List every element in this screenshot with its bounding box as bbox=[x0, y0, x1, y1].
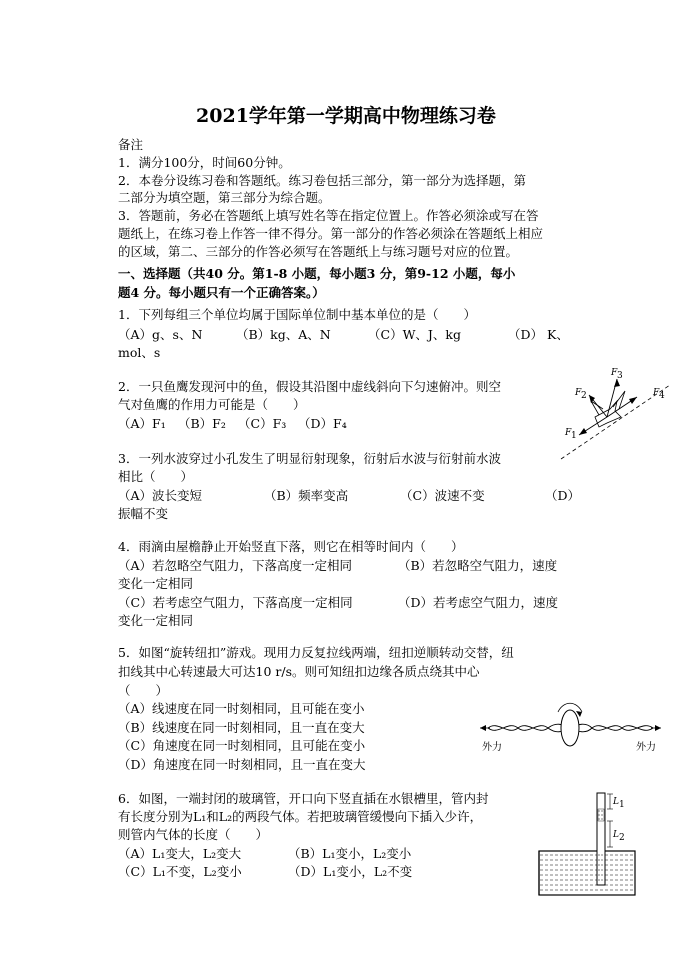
question-4-option-b-cont: 变化一定相同 bbox=[118, 576, 194, 591]
question-2-stem: 2．一只鱼鹰发现河中的鱼，假设其沿图中虚线斜向下匀速俯冲。则空 bbox=[118, 379, 501, 394]
page-title: 2021学年第一学期高中物理练习卷 bbox=[196, 105, 496, 127]
notes-heading: 备注 bbox=[118, 137, 144, 152]
question-5-stem: （ ） bbox=[118, 683, 169, 698]
note-line: 2．本卷分设练习卷和答题纸。练习卷包括三部分，第一部分为选择题，第 bbox=[118, 173, 526, 188]
question-2-stem: 气对鱼鹰的作用力可能是（ ） bbox=[118, 397, 306, 412]
f3-sub: 3 bbox=[617, 371, 623, 381]
note-line: 二部分为填空题，第三部分为综合题。 bbox=[118, 190, 331, 205]
option-d: （D）若考虑空气阻力，速度 bbox=[398, 595, 559, 610]
option-c: （C）L₁不变，L₂变小 bbox=[118, 864, 242, 879]
option-b: （B）kg、A、N bbox=[236, 327, 331, 342]
question-6-options bbox=[118, 845, 411, 862]
osprey-force-figure bbox=[555, 365, 675, 465]
glass-tube bbox=[597, 793, 605, 885]
question-5-option-a: （A）线速度在同一时刻相同，且可能在变小 bbox=[118, 701, 365, 716]
question-6-stem: 则管内气体的长度（ ） bbox=[118, 827, 269, 842]
option-a: （A）L₁变大，L₂变大 bbox=[118, 846, 242, 861]
l1-label: L bbox=[613, 797, 619, 807]
note-line: 的区域，第二、三部分的作答必须写在答题纸上与练习题号对应的位置。 bbox=[118, 244, 519, 259]
option-c: （C）W、J、kg bbox=[368, 327, 461, 342]
l1-sub: 1 bbox=[619, 800, 625, 810]
section-heading: 一、选择题（共40 分。第1-8 小题，每小题3 分，第9-12 小题，每小 bbox=[118, 266, 516, 281]
f3-label: F bbox=[611, 368, 618, 378]
f1-label: F bbox=[565, 428, 572, 438]
note-line: 题纸上，在练习卷上作答一律不得分。第一部分的作答必须涂在答题纸上相应 bbox=[118, 226, 544, 241]
question-3-stem: 相比（ ） bbox=[118, 469, 194, 484]
f4-label: F bbox=[653, 388, 660, 398]
question-2-options bbox=[118, 415, 347, 432]
option-a: （A）F₁ bbox=[118, 416, 166, 431]
question-6-stem: 有长度分别为L₁和L₂的两段气体。若把玻璃管缓慢向下插入少许， bbox=[118, 809, 483, 824]
spinning-button-figure bbox=[478, 700, 663, 760]
question-4-options bbox=[118, 557, 557, 574]
option-b: （B）F₂ bbox=[178, 416, 226, 431]
option-b: （B）若忽略空气阻力，速度 bbox=[398, 558, 558, 573]
option-b: （B）L₁变小，L₂变小 bbox=[288, 846, 412, 861]
question-1-option-d-cont: mol、s bbox=[118, 345, 161, 360]
question-5-option-c: （C）角速度在同一时刻相同，且可能在变小 bbox=[118, 738, 366, 753]
option-a: （A）波长变短 bbox=[118, 488, 203, 503]
question-3-option-d-cont: 振幅不变 bbox=[118, 506, 169, 521]
option-a: （A）若忽略空气阻力，下落高度一定相同 bbox=[118, 558, 353, 573]
question-4-options bbox=[118, 594, 558, 611]
note-line: 3．答题前，务必在答题纸上填写姓名等在指定位置上。作答必须涂或写在答 bbox=[118, 208, 539, 223]
question-4-option-d-cont: 变化一定相同 bbox=[118, 613, 194, 628]
option-a: （A）g、s、N bbox=[118, 327, 203, 342]
option-d: （D）L₁变小，L₂不变 bbox=[288, 864, 413, 879]
option-d: （D） bbox=[545, 488, 581, 503]
option-c: （C）若考虑空气阻力，下落高度一定相同 bbox=[118, 595, 353, 610]
option-c: （C）F₃ bbox=[238, 416, 287, 431]
section-heading: 题4 分。每小题只有一个正确答案。） bbox=[118, 285, 325, 300]
option-d: （D）F₄ bbox=[298, 416, 347, 431]
question-3-options bbox=[118, 487, 580, 504]
question-6-stem: 6．如图，一端封闭的玻璃管，开口向下竖直插在水银槽里，管内封 bbox=[118, 791, 489, 806]
question-5-option-d: （D）角速度在同一时刻相同，且一直在变大 bbox=[118, 757, 366, 772]
l2-sub: 2 bbox=[619, 833, 625, 843]
button-icon bbox=[561, 710, 579, 746]
question-1-stem: 1．下列每组三个单位均属于国际单位制中基本单位的是（ ） bbox=[118, 307, 476, 322]
question-3-stem: 3．一列水波穿过小孔发生了明显衍射现象，衍射后水波与衍射前水波 bbox=[118, 451, 501, 466]
right-force-label: 外力 bbox=[636, 742, 656, 753]
note-line: 1．满分100分，时间60分钟。 bbox=[118, 155, 291, 170]
question-5-stem: 5．如图“旋转纽扣”游戏。现用力反复拉线两端，纽扣逆顺转动交替，纽 bbox=[118, 645, 514, 660]
mercury-trough bbox=[539, 851, 635, 895]
question-5-stem: 扣线其中心转速最大可达10 r/s。则可知纽扣边缘各质点绕其中心 bbox=[118, 664, 480, 679]
question-6-options bbox=[118, 863, 412, 880]
question-1-options bbox=[118, 326, 569, 343]
f2-label: F bbox=[575, 388, 582, 398]
f1-sub: 1 bbox=[571, 431, 577, 441]
question-4-stem: 4．雨滴由屋檐静止开始竖直下落，则它在相等时间内（ ） bbox=[118, 539, 464, 554]
l2-label: L bbox=[613, 830, 619, 840]
f2-sub: 2 bbox=[581, 391, 587, 401]
option-b: （B）频率变高 bbox=[264, 488, 349, 503]
question-5-option-b: （B）线速度在同一时刻相同，且一直在变大 bbox=[118, 720, 365, 735]
left-force-label: 外力 bbox=[482, 742, 502, 753]
f4-sub: 4 bbox=[659, 391, 665, 401]
glass-tube-figure bbox=[535, 785, 655, 905]
option-c: （C）波速不变 bbox=[400, 488, 485, 503]
option-d: （D） K、 bbox=[508, 327, 569, 342]
